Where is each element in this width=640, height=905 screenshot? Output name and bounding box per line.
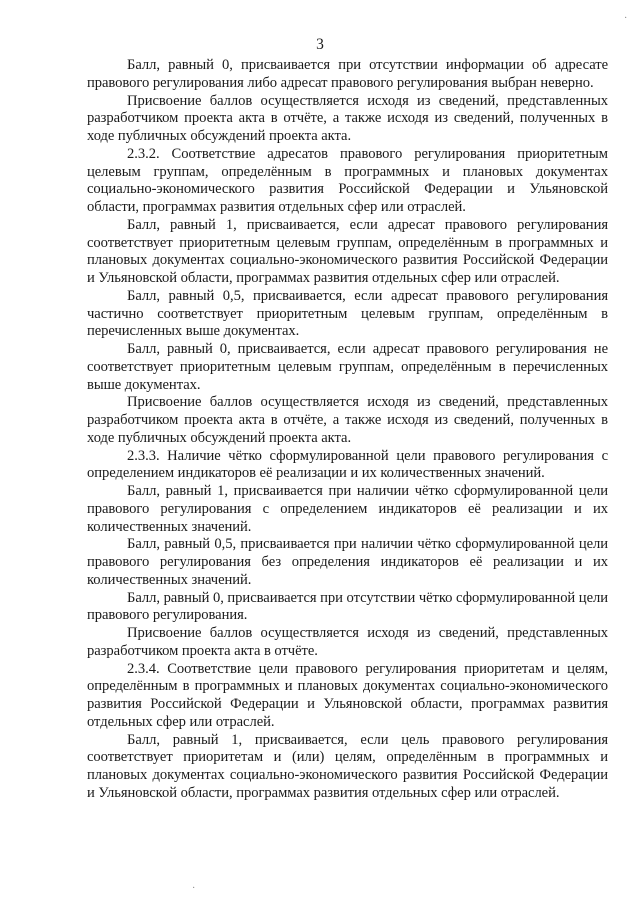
paragraph: Балл, равный 0, присваивается при отсутствии информации об адресате правового регулирования либо адресат правового регулирования выбран неверно.: [87, 57, 608, 91]
paragraph: Присвоение баллов осуществляется исходя из сведений, представленных разработчиком проекта акта в отчёте.: [87, 625, 608, 659]
scan-speck: ·: [192, 883, 196, 894]
paragraph: Присвоение баллов осуществляется исходя из сведений, представленных разработчиком проекта акта в отчёте, а также исходя из сведений, полученных в ходе публичных обсуждений проекта акта.: [87, 394, 608, 446]
document-body: [87, 57, 608, 803]
paragraph: Балл, равный 0, присваивается при отсутствии чётко сформулированной цели правового регулирования.: [87, 589, 608, 624]
paragraph: Балл, равный 0,5, присваивается, если адресат правового регулирования частично соответствует приоритетным целевым группам, определённым в перечисленных выше документах.: [87, 287, 608, 340]
paragraph: Балл, равный 0, присваивается, если адресат правового регулирования не соответствует приоритетным целевым группам, определённым в перечисленных выше документах.: [87, 341, 608, 393]
page-number: 3: [316, 36, 324, 53]
scan-speck: ·: [624, 13, 628, 24]
paragraph: Присвоение баллов осуществляется исходя из сведений, представленных разработчиком проекта акта в отчёте, а также исходя из сведений, полученных в ходе публичных обсуждений проекта акта.: [87, 92, 608, 144]
section-heading-2-3-4: 2.3.4. Соответствие цели правового регулирования приоритетам и целям, определённым в программных и плановых документах социально-экономического развития Российской Федерации и Ульяновской области, программах развития отдельных сфер или отраслей.: [87, 660, 608, 730]
section-heading-2-3-3: 2.3.3. Наличие чётко сформулированной цели правового регулирования с определением индикаторов её реализации и их количественных значений.: [87, 447, 608, 482]
section-heading-2-3-2: 2.3.2. Соответствие адресатов правового регулирования приоритетным целевым группам, определённым в программных и плановых документах социально-экономического развития Российской Федерации и Ульяновской области, программах развития отдельных сфер или отраслей.: [87, 145, 608, 215]
paragraph: Балл, равный 1, присваивается, если адресат правового регулирования соответствует приоритетным целевым группам, определённым в программных и плановых документах социально-экономического развития Российской Федерации и Ульяновской области, программах развития отдельных сфер или отраслей.: [87, 216, 608, 286]
paragraph: Балл, равный 1, присваивается, если цель правового регулирования соответствует приоритетам и (или) целям, определённым в программных и плановых документах социально-экономического развития Российской Федерации и Ульяновской области, программах развития отдельных сфер или отраслей.: [87, 731, 608, 801]
paragraph: Балл, равный 0,5, присваивается при наличии чётко сформулированной цели правового регулирования без определения индикаторов её реализации и их количественных значений.: [87, 536, 608, 588]
paragraph: Балл, равный 1, присваивается при наличии чётко сформулированной цели правового регулирования с определением индикаторов её реализации и их количественных значений.: [87, 483, 608, 535]
